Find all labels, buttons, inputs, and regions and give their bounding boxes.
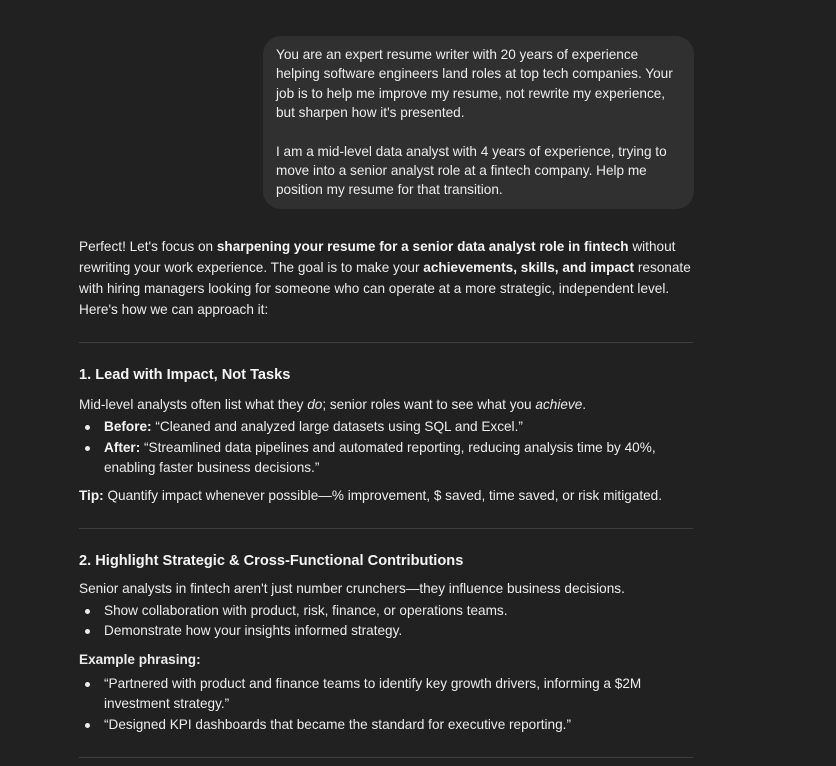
lead-emphasis: do [307,397,323,412]
bullet-label: Before: [104,419,152,434]
section-divider [79,757,693,758]
intro-bold: achievements, skills, and impact [423,260,635,275]
bullet-label: After: [104,439,141,455]
list-item: “Partnered with product and finance teams to identify key growth drivers, informing a $2M investment strategy.” [79,674,693,715]
tip-paragraph [79,485,693,506]
bullet-text: “Streamlined data pipelines and automated reporting, reducing analysis time by 40%, enabling faster business decisions.” [104,439,656,475]
section-heading: 1. Lead with Impact, Not Tasks [79,367,291,383]
list-item: Demonstrate how your insights informed strategy. [79,621,693,642]
list-item: “Designed KPI dashboards that became the standard for executive reporting.” [79,715,693,736]
user-message-paragraph: You are an expert resume writer with 20 years of experience helping software engineers land roles at top tech companies. Your job is to help me improve my resume, not rewrite my experience, but sharpen how it's presented. [276,47,673,121]
list-item [79,417,693,438]
assistant-intro [79,236,693,320]
tip-label: Tip: [79,487,104,503]
example-list [79,674,693,736]
user-message-paragraph: I am a mid-level data analyst with 4 years of experience, trying to move into a senior analyst role at a fintech company. Help me position my resume for that transition. [276,143,667,198]
before-after-list [79,417,693,479]
list-item: Show collaboration with product, risk, finance, or operations teams. [79,601,693,622]
intro-bold: sharpening your resume for a senior data analyst role in fintech [216,239,629,254]
section-divider [79,528,693,529]
intro-text: resonate with hiring managers looking for someone who can operate at a more strategic, independent level. Here's how we can approach it: [79,260,691,317]
user-message-bubble [263,36,694,209]
strategy-list [79,601,693,642]
lead-emphasis: achieve [535,397,583,412]
list-item [79,438,693,479]
example-label: Example phrasing: [79,651,201,667]
tip-text: Quantify impact whenever possible—% improvement, $ saved, time saved, or risk mitigated. [103,487,663,503]
intro-text: Perfect! Let's focus on [79,239,217,254]
section-lead: Senior analysts in fintech aren't just number crunchers—they influence business decisions. [79,580,625,596]
section-heading: 2. Highlight Strategic & Cross-Functional Contributions [79,552,464,569]
assistant-message [79,236,693,758]
section-divider [79,342,693,343]
bullet-text: “Cleaned and analyzed large datasets using SQL and Excel.” [151,419,523,434]
lead-text: ; senior roles want to see what you [322,397,536,412]
intro-text: without rewriting your work experience. The goal is to make your [79,239,676,275]
lead-text: . [582,397,587,412]
section-lead [79,394,693,415]
lead-text: Mid-level analysts often list what they [79,397,308,412]
